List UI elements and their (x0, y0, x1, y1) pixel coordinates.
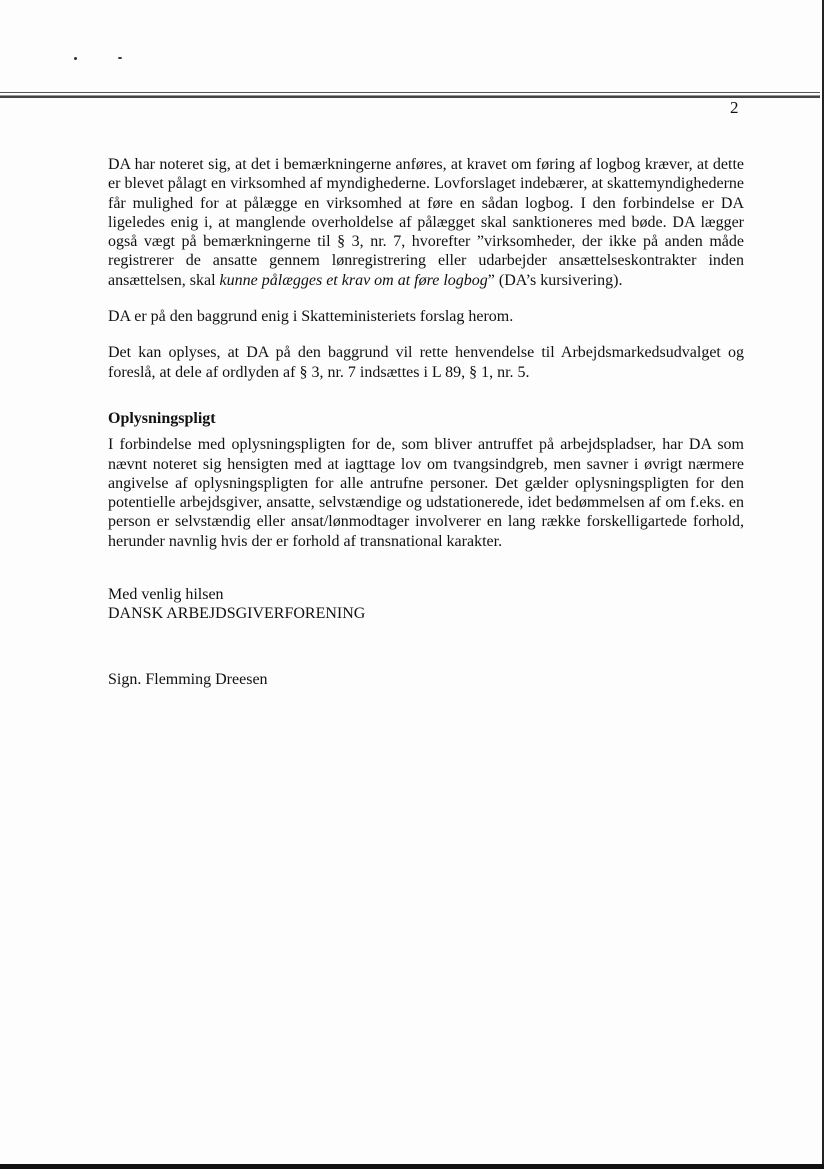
paragraph-logbook-italic: kunne pålægges et krav om at føre logbog (219, 271, 488, 289)
paragraph-logbook (108, 155, 744, 290)
signature-line: Sign. Flemming Dreesen (108, 671, 268, 689)
letter-body (108, 155, 744, 689)
page-number: 2 (730, 98, 739, 117)
paragraph-logbook-text-end: ” (DA’s kursivering). (487, 271, 623, 289)
closing-organization: DANSK ARBEJDSGIVERFORENING (108, 605, 366, 623)
closing-block (108, 585, 744, 623)
scan-speck (118, 57, 122, 59)
paragraph-inquiry: Det kan oplyses, at DA på den baggrund vil rette henvendelse til Arbejdsmarkedsudvalget og foreslå, at dele af ordlyden af § 3, nr. 7 indsættes i L 89, § 1, nr. 5. (108, 344, 744, 381)
paragraph-logbook-text: DA har noteret sig, at det i bemærkningerne anføres, at kravet om føring af logbog kræver, at dette er blevet pålagt en virksomhed af myndighederne. Lovforslaget indebærer, at skattemyndighederne får mulighed for at pålægge en virksomhed at føre en sådan logbog. I den forbindelse er DA ligeledes enig i, at manglende overholdelse af pålægget skal sanktioneres med bøde. DA lægger også vægt på bemærkningerne til § 3, nr. 7, hvorefter ”virksomheder, der ikke på anden måde registrerer de ansatte gennem lønregistrering eller udarbejder ansættelseskontrakter inden ansættelsen, skal (108, 156, 744, 289)
scan-speck (74, 57, 77, 60)
closing-greeting: Med venlig hilsen (108, 586, 224, 604)
header-rule-inner (0, 95, 820, 96)
paragraph-agreement: DA er på den baggrund enig i Skatteministeriets forslag herom. (108, 308, 514, 326)
scan-edge-bottom (0, 1164, 824, 1169)
section-heading: Oplysningspligt (108, 409, 216, 427)
paragraph-disclosure-duty: I forbindelse med oplysningspligten for de, som bliver antruffet på arbejdspladser, har DA som nævnt noteret sig hensigten med at iagttage lov om tvangsindgreb, men savner i øvrigt nærmere angivelse af oplysningspligten for alle antrufne personer. Det gælder oplysningspligten for den potentielle arbejdsgiver, ansatte, selvstændige og udstationerede, idet bedømmelsen af om f.eks. en person er selvstændig eller ansat/lønmodtager involverer en lang række forskelligartede forhold, herunder navnlig hvis der er forhold af transnational karakter. (108, 436, 744, 550)
